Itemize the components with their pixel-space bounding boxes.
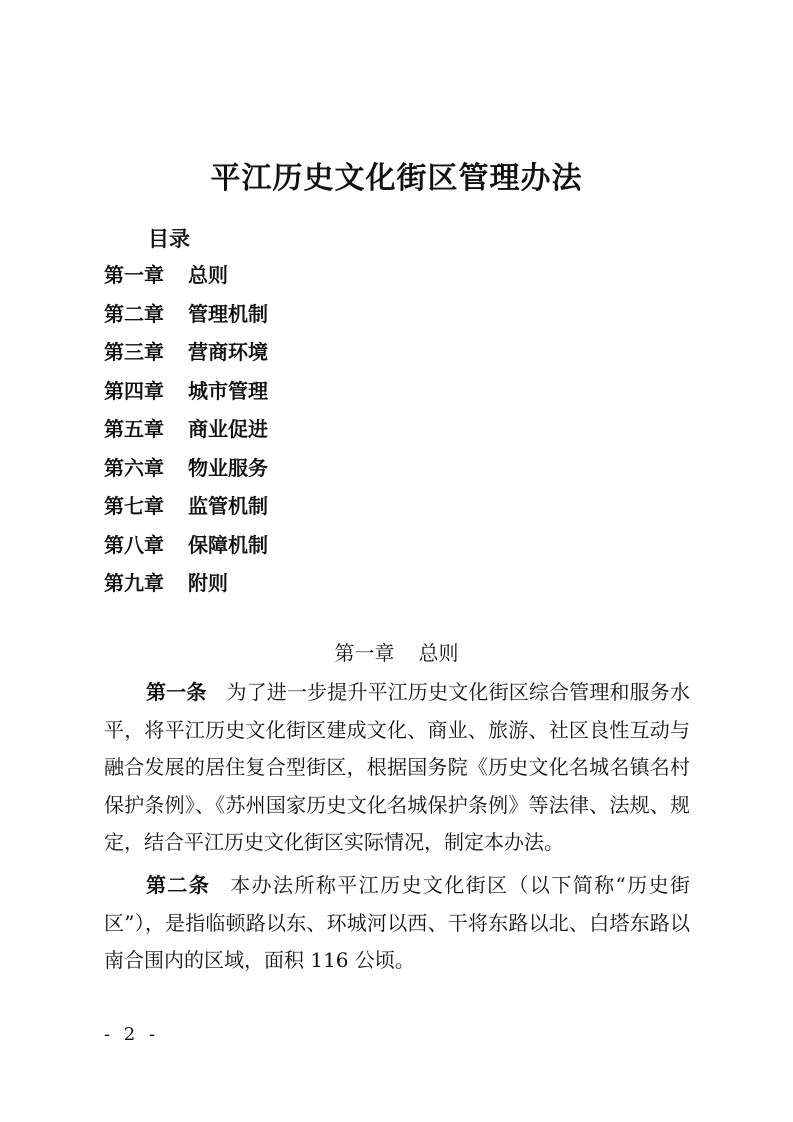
toc-item-number: 第一章 bbox=[104, 263, 164, 287]
toc-item-chapter-7 bbox=[104, 491, 268, 530]
toc-item-chapter-8 bbox=[104, 530, 268, 569]
toc-item-number: 第三章 bbox=[104, 340, 164, 364]
article-text: 本办法所称平江历史文化街区（以下简称“历史街区”），是指临顿路以东、环城河以西、干将东路以北、白塔东路以南合围内的区域，面积 116 公顷。 bbox=[104, 873, 691, 972]
toc-item-chapter-3 bbox=[104, 337, 268, 376]
toc-item-chapter-4 bbox=[104, 376, 268, 415]
article-text: 为了进一步提升平江历史文化街区综合管理和服务水平，将平江历史文化街区建成文化、商业、旅游、社区良性互动与融合发展的居住复合型街区，根据国务院《历史文化名城名镇名村保护条例》、《苏州国家历史文化名城保护条例》等法律、法规、规定，结合平江历史文化街区实际情况，制定本办法。 bbox=[104, 680, 691, 854]
toc-item-title: 商业促进 bbox=[188, 417, 268, 441]
toc-item-number: 第九章 bbox=[104, 571, 164, 595]
toc-item-chapter-9 bbox=[104, 568, 268, 607]
toc-item-title: 营商环境 bbox=[188, 340, 268, 364]
toc-heading: 目录 bbox=[148, 226, 190, 251]
toc-item-number: 第四章 bbox=[104, 378, 164, 403]
chapter-heading bbox=[0, 638, 793, 668]
toc-item-title: 附则 bbox=[188, 571, 228, 595]
chapter-title: 总则 bbox=[418, 641, 459, 665]
toc-item-title: 管理机制 bbox=[188, 301, 268, 326]
table-of-contents bbox=[104, 260, 268, 607]
toc-item-chapter-5 bbox=[104, 414, 268, 453]
article-1 bbox=[104, 674, 690, 862]
toc-item-number: 第七章 bbox=[104, 494, 164, 518]
toc-item-chapter-6 bbox=[104, 453, 268, 492]
document-title: 平江历史文化街区管理办法 bbox=[210, 161, 583, 197]
toc-item-chapter-2 bbox=[104, 299, 268, 338]
article-label: 第一条 bbox=[146, 680, 207, 704]
article-2 bbox=[104, 867, 690, 980]
toc-item-title: 监管机制 bbox=[188, 494, 268, 518]
page-number: - 2 - bbox=[104, 1024, 160, 1045]
toc-item-title: 物业服务 bbox=[188, 455, 268, 480]
toc-item-number: 第六章 bbox=[104, 455, 164, 480]
chapter-number: 第一章 bbox=[334, 641, 395, 665]
toc-item-title: 保障机制 bbox=[188, 532, 268, 557]
toc-item-number: 第二章 bbox=[104, 301, 164, 326]
toc-item-number: 第八章 bbox=[104, 532, 164, 557]
article-label: 第二条 bbox=[146, 873, 211, 897]
toc-item-number: 第五章 bbox=[104, 417, 164, 441]
toc-item-chapter-1 bbox=[104, 260, 268, 299]
toc-item-title: 城市管理 bbox=[188, 378, 268, 403]
toc-item-title: 总则 bbox=[188, 263, 228, 287]
